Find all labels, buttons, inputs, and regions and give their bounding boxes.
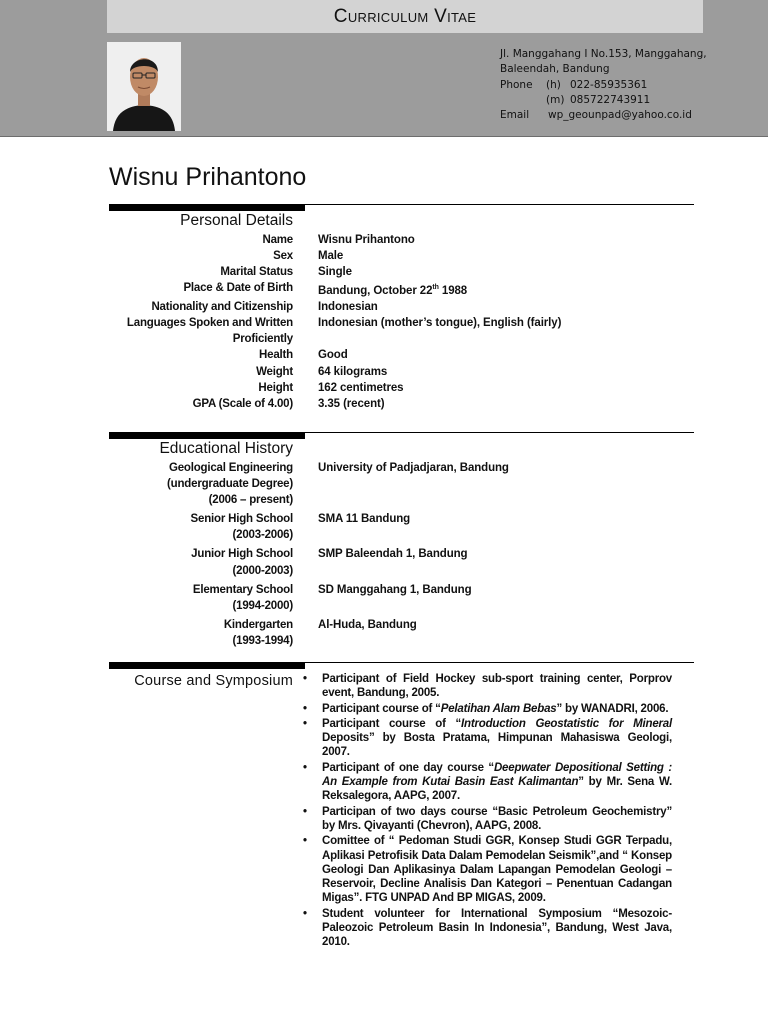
phone-home-value: 022-85935361: [570, 78, 648, 91]
detail-row: [109, 264, 694, 280]
person-name: Wisnu Prihantono: [109, 163, 307, 191]
bullet-icon: •: [303, 673, 307, 685]
detail-value: 162 centimetres: [318, 381, 404, 394]
section-rule: [109, 432, 694, 439]
detail-row: [109, 380, 694, 396]
detail-value: [318, 598, 693, 614]
course-section: [109, 662, 694, 951]
detail-row: [109, 315, 694, 331]
detail-row: [109, 232, 694, 248]
phone-home-row: [500, 78, 730, 93]
detail-value: SMP Baleendah 1, Bandung: [318, 548, 468, 561]
course-item: • Student volunteer for International Symposium “Mesozoic-Paleozoic Petroleum Basin In Indonesia”, Bandung, West Java, 2010.: [303, 907, 672, 949]
course-item: • Participant course of “Pelatihan Alam Bebas” by WANADRI, 2006.: [303, 702, 669, 715]
detail-label: Marital Status: [220, 266, 293, 279]
detail-row: [109, 364, 694, 380]
bullet-icon: •: [303, 717, 307, 730]
detail-row: [109, 299, 694, 315]
detail-value: 3.35 (recent): [318, 397, 385, 410]
profile-photo: [107, 42, 181, 131]
detail-label: Name: [262, 234, 293, 246]
detail-label: (2006 – present): [208, 494, 293, 507]
detail-row: [109, 476, 694, 492]
detail-value: Good: [318, 349, 348, 362]
course-heading: Course and Symposium: [134, 673, 293, 689]
detail-value: [318, 633, 693, 649]
email-row: [500, 108, 730, 123]
detail-value: [318, 331, 693, 347]
detail-value: Bandung, October 22th 1988: [318, 284, 468, 298]
detail-value: [318, 527, 693, 543]
detail-label: Place & Date of Birth: [183, 282, 293, 295]
detail-label: Senior High School: [190, 513, 293, 526]
document-title: Curriculum Vitae: [333, 5, 477, 27]
phone-label: Phone: [500, 78, 533, 91]
detail-row: [109, 617, 694, 633]
section-rule: [109, 204, 694, 211]
bullet-icon: •: [303, 761, 307, 774]
bullet-icon: •: [303, 907, 307, 920]
course-item: • Comittee of “ Pedoman Studi GGR, Konsep Studi GGR Terpadu, Aplikasi Petrofisik Data Dalam Pemodelan Seismik”,and “ Konsep Geologi Dan Aplikasinya Dalam Lapangan Pemodelan Geologi – Reservoir, Decline Analisis Dan Kategori – Penentuan Cadangan Migas”. FTG UNPAD And BP MIGAS, 2009.: [303, 835, 672, 905]
personal-details-section: [109, 204, 694, 412]
detail-row: [109, 347, 694, 363]
detail-value: SD Manggahang 1, Bandung: [318, 583, 472, 596]
detail-label: Languages Spoken and Written: [126, 317, 293, 330]
detail-label: (2000-2003): [232, 564, 293, 577]
header-band: [0, 0, 768, 137]
education-section: [109, 432, 694, 649]
detail-row: [109, 492, 694, 508]
detail-row: [109, 280, 694, 299]
address-line-2: Baleendah, Bandung: [500, 63, 610, 76]
detail-label: GPA (Scale of 4.00): [192, 397, 293, 410]
course-item: • Participant course of “Introduction Geostatistic for Mineral Deposits” by Bosta Pratama, Himpunan Mahasiswa Geologi, 2007.: [303, 717, 672, 759]
detail-label: Height: [258, 381, 293, 394]
course-item: • Participant of Field Hockey sub-sport training center, Porprov event, Bandung, 2005.: [303, 673, 672, 700]
detail-row: [109, 546, 694, 562]
detail-value: [318, 563, 693, 579]
detail-value: Male: [318, 250, 344, 263]
detail-label: Junior High School: [191, 548, 293, 561]
course-item: • Participan of two days course “Basic Petroleum Geochemistry” by Mrs. Qivayanti (Chevron), AAPG, 2008.: [303, 805, 672, 832]
phone-home-label: (h): [546, 78, 561, 91]
detail-row: [109, 460, 694, 476]
detail-label: (undergraduate Degree): [167, 478, 293, 491]
detail-value: University of Padjadjaran, Bandung: [318, 462, 509, 474]
detail-label: Proficiently: [232, 333, 293, 346]
detail-value: SMA 11 Bandung: [318, 513, 411, 526]
education-table: [109, 460, 694, 649]
detail-label: Health: [259, 349, 293, 362]
detail-label: (1994-2000): [232, 599, 293, 612]
detail-row: [109, 396, 694, 412]
detail-row: [109, 633, 694, 649]
title-bar: [107, 0, 703, 33]
personal-details-heading: Personal Details: [180, 212, 293, 229]
phone-mobile-value: 085722743911: [570, 93, 651, 106]
detail-row: [109, 563, 694, 579]
bullet-icon: •: [303, 702, 307, 715]
bullet-icon: •: [303, 835, 307, 848]
contact-block: [500, 47, 730, 123]
section-rule: [109, 662, 694, 669]
detail-label: Geological Engineering: [168, 462, 293, 474]
detail-value: [318, 492, 693, 508]
detail-row: [109, 527, 694, 543]
course-list: [303, 672, 672, 951]
course-item: • Participant of one day course “Deepwater Depositional Setting : An Example from Kutai Basin East Kalimantan” by Mr. Sena W. Reksalegora, AAPG, 2007.: [303, 761, 672, 803]
email-label: Email: [500, 109, 530, 122]
detail-value: Indonesian (mother’s tongue), English (fairly): [318, 317, 562, 330]
detail-row: [109, 331, 694, 347]
detail-value: Single: [318, 266, 352, 279]
email-value[interactable]: wp_geounpad@yahoo.co.id: [548, 109, 692, 122]
detail-label: (2003-2006): [232, 529, 293, 542]
detail-label: Sex: [273, 250, 293, 263]
detail-label: Weight: [256, 365, 293, 378]
address-line-1: Jl. Manggahang I No.153, Manggahang,: [500, 48, 707, 60]
detail-value: [318, 476, 693, 492]
detail-value: Wisnu Prihantono: [318, 234, 415, 246]
detail-label: (1993-1994): [232, 634, 293, 647]
personal-details-table: [109, 232, 694, 412]
detail-label: Nationality and Citizenship: [151, 301, 293, 314]
detail-row: [109, 598, 694, 614]
phone-mobile-row: [500, 93, 730, 108]
detail-value: 64 kilograms: [318, 365, 388, 378]
detail-label: Elementary School: [192, 583, 293, 596]
education-heading: Educational History: [159, 440, 293, 457]
detail-row: [109, 248, 694, 264]
detail-row: [109, 511, 694, 527]
bullet-icon: •: [303, 805, 307, 818]
detail-label: Kindergarten: [223, 618, 293, 631]
detail-value: Indonesian: [318, 301, 378, 314]
phone-mobile-label: (m): [546, 93, 565, 106]
detail-row: [109, 582, 694, 598]
detail-value: Al-Huda, Bandung: [318, 618, 417, 631]
